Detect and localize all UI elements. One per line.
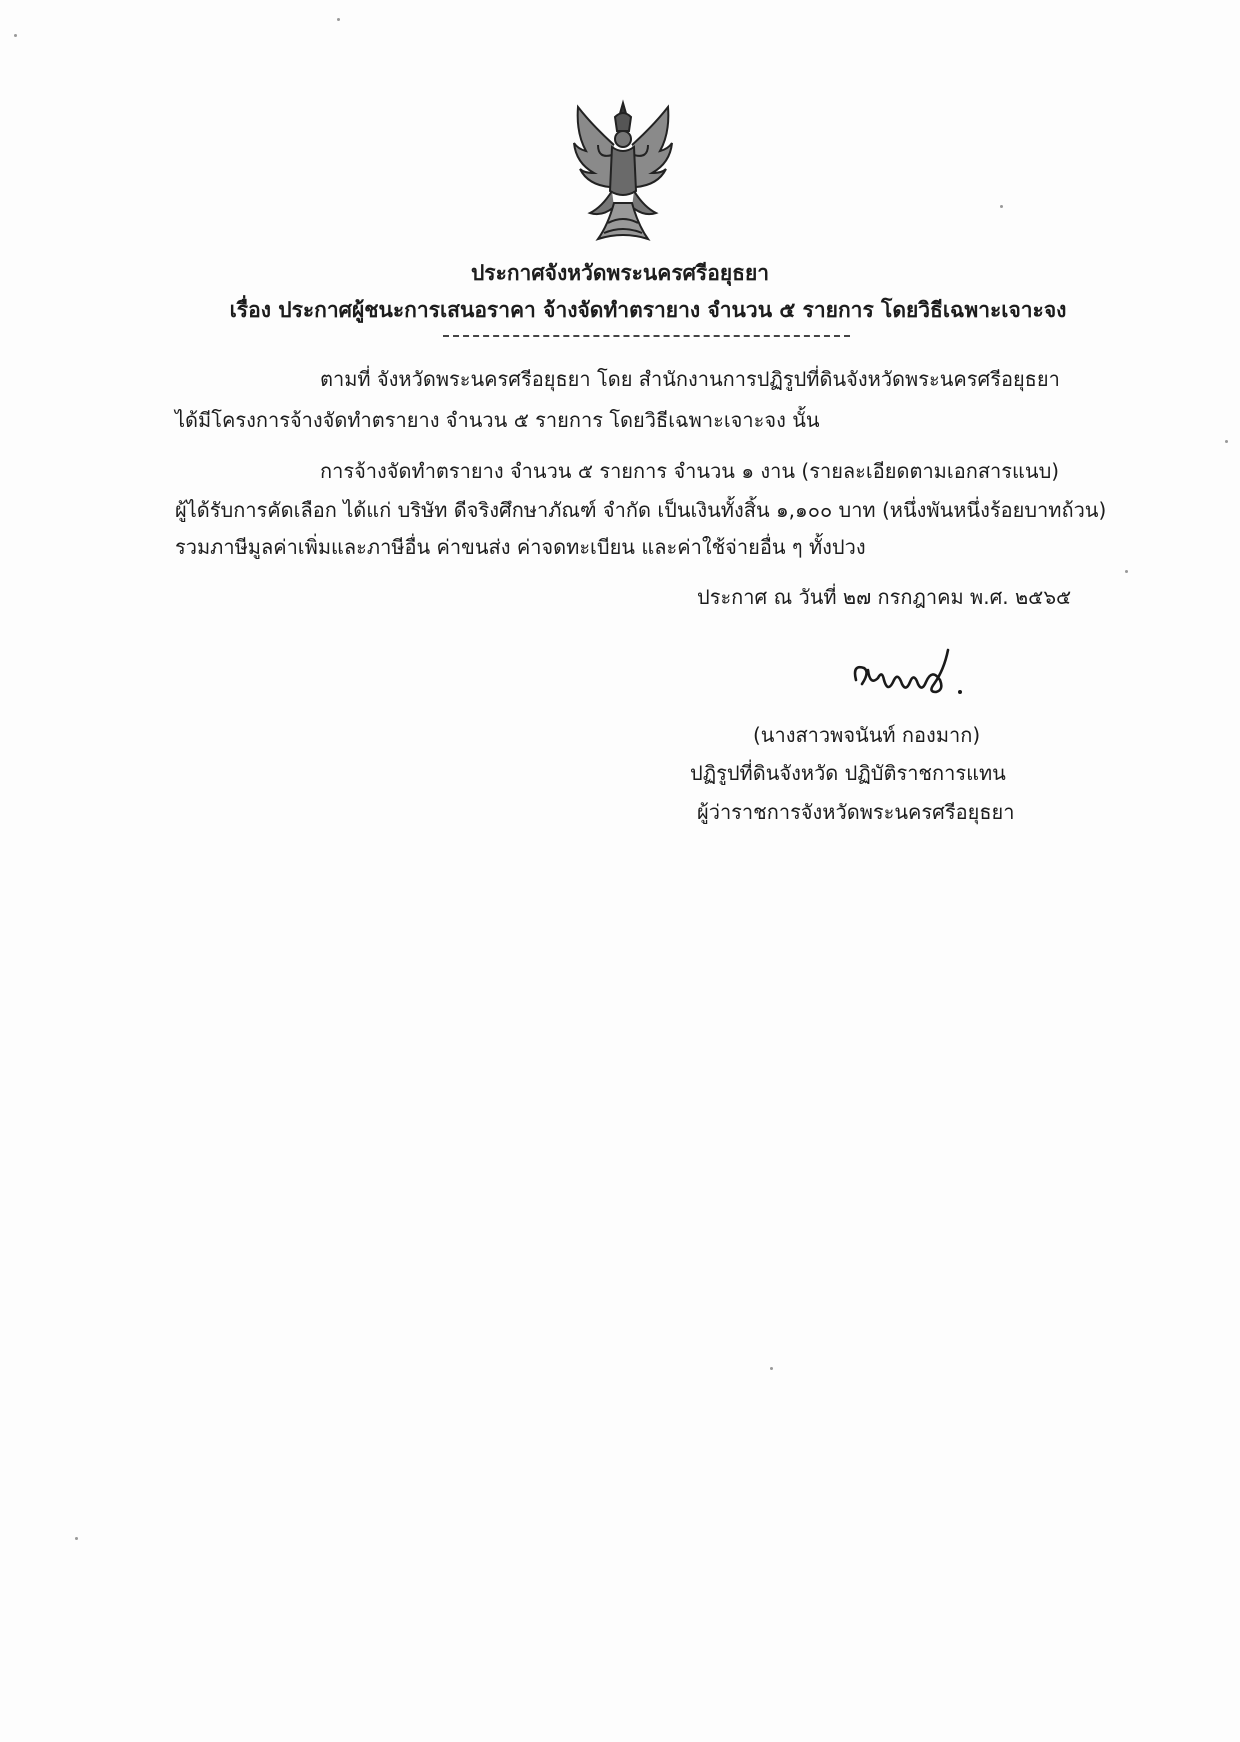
signer-name: (นางสาวพจนันท์ กองมาก) [753,723,981,747]
signature-icon [848,640,978,710]
paper-speck [1125,570,1128,573]
paragraph-2-line-3: รวมภาษีมูลค่าเพิ่มและภาษีอื่น ค่าขนส่ง ค่าจดทะเบียน และค่าใช้จ่ายอื่น ๆ ทั้งปวง [175,535,866,559]
paragraph-2-line-2: ผู้ได้รับการคัดเลือก ได้แก่ บริษัท ดีจริงศึกษาภัณฑ์ จำกัด เป็นเงินทั้งสิ้น ๑,๑๐๐ บาท (หนึ่งพันหนึ่งร้อยบาทถ้วน) [175,498,1107,522]
dashed-divider [443,335,850,337]
signer-on-behalf-of: ผู้ว่าราชการจังหวัดพระนครศรีอยุธยา [697,800,1015,824]
announcement-date: ประกาศ ณ วันที่ ๒๗ กรกฎาคม พ.ศ. ๒๕๖๕ [697,585,1072,609]
paragraph-2-line-1: การจ้างจัดทำตรายาง จำนวน ๕ รายการ จำนวน ๑ งาน (รายละเอียดตามเอกสารแนบ) [320,459,1060,483]
paper-speck [1000,205,1003,208]
paper-speck [770,1367,773,1370]
paper-speck [75,1537,78,1540]
garuda-emblem-icon [568,95,678,245]
announcement-title: ประกาศจังหวัดพระนครศรีอยุธยา [470,261,770,285]
announcement-subject: เรื่อง ประกาศผู้ชนะการเสนอราคา จ้างจัดทำตรายาง จำนวน ๕ รายการ โดยวิธีเฉพาะเจาะจง [229,298,1067,322]
paragraph-1-line-2: ได้มีโครงการจ้างจัดทำตรายาง จำนวน ๕ รายการ โดยวิธีเฉพาะเจาะจง นั้น [175,408,820,432]
paragraph-1-line-1: ตามที่ จังหวัดพระนครศรีอยุธยา โดย สำนักงานการปฏิรูปที่ดินจังหวัดพระนครศรีอยุธยา [320,367,1060,391]
paper-speck [337,18,340,21]
paper-speck [14,34,17,37]
paper-speck [1225,440,1228,443]
signer-position: ปฏิรูปที่ดินจังหวัด ปฏิบัติราชการแทน [690,761,1006,785]
